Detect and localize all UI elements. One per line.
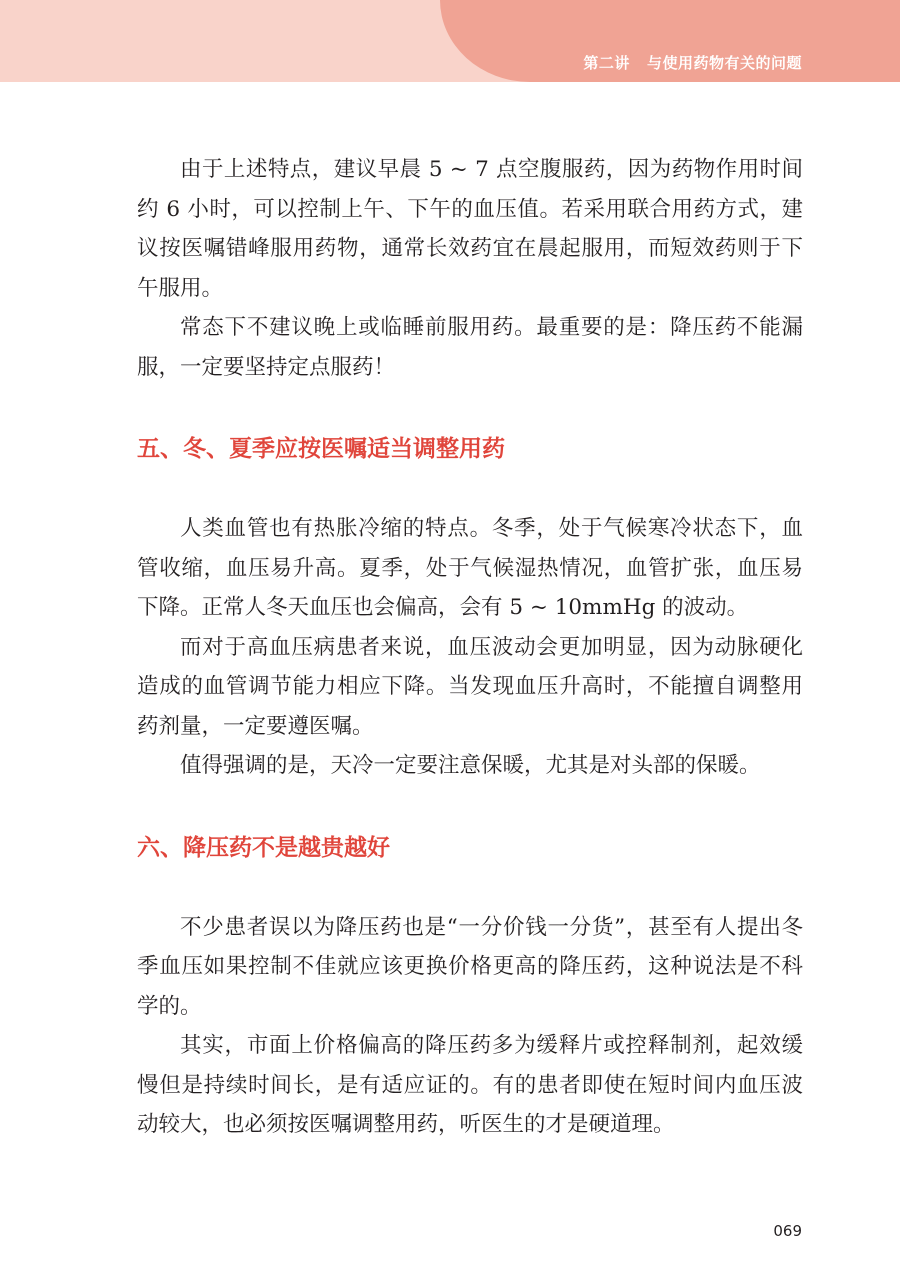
paragraph: 常态下不建议晚上或临睡前服用药。最重要的是：降压药不能漏服，一定要坚持定点服药！ (137, 315, 803, 380)
paragraph: 而对于高血压病患者来说，血压波动会更加明显，因为动脉硬化造成的血管调节能力相应下降。当发现血压升高时，不能擅自调整用药剂量，一定要遵医嘱。 (137, 634, 803, 739)
section-heading: 六、降压药不是越贵越好 (137, 834, 390, 861)
page-number: 069 (773, 1222, 802, 1240)
paragraph: 其实，市面上价格偏高的降压药多为缓释片或控释制剂，起效缓慢但是持续时间长，是有适应证的。有的患者即使在短时间内血压波动较大，也必须按医嘱调整用药，听医生的才是硬道理。 (137, 1033, 803, 1137)
chapter-title: 第二讲 与使用药物有关的问题 (583, 54, 802, 72)
paragraph: 不少患者误以为降压药也是“一分价钱一分货”，甚至有人提出冬季血压如果控制不佳就应该更换价格更高的降压药，这种说法是不科学的。 (137, 914, 803, 1019)
page-content (137, 150, 803, 1145)
paragraph: 人类血管也有热胀冷缩的特点。冬季，处于气候寒冷状态下，血管收缩，血压易升高。夏季，处于气候湿热情况，血管扩张，血压易下降。正常人冬天血压也会偏高，会有 5 ~ 10mmHg 的波动。 (137, 516, 803, 620)
section-heading: 五、冬、夏季应按医嘱适当调整用药 (137, 436, 505, 462)
paragraph: 由于上述特点，建议早晨 5 ~ 7 点空腹服药，因为药物作用时间约 6 小时，可以控制上午、下午的血压值。若采用联合用药方式，建议按医嘱错峰服用药物，通常长效药宜在晨起服用，而短效药则于下午服用。 (137, 157, 803, 301)
paragraph: 值得强调的是，天冷一定要注意保暖，尤其是对头部的保暖。 (180, 753, 761, 778)
